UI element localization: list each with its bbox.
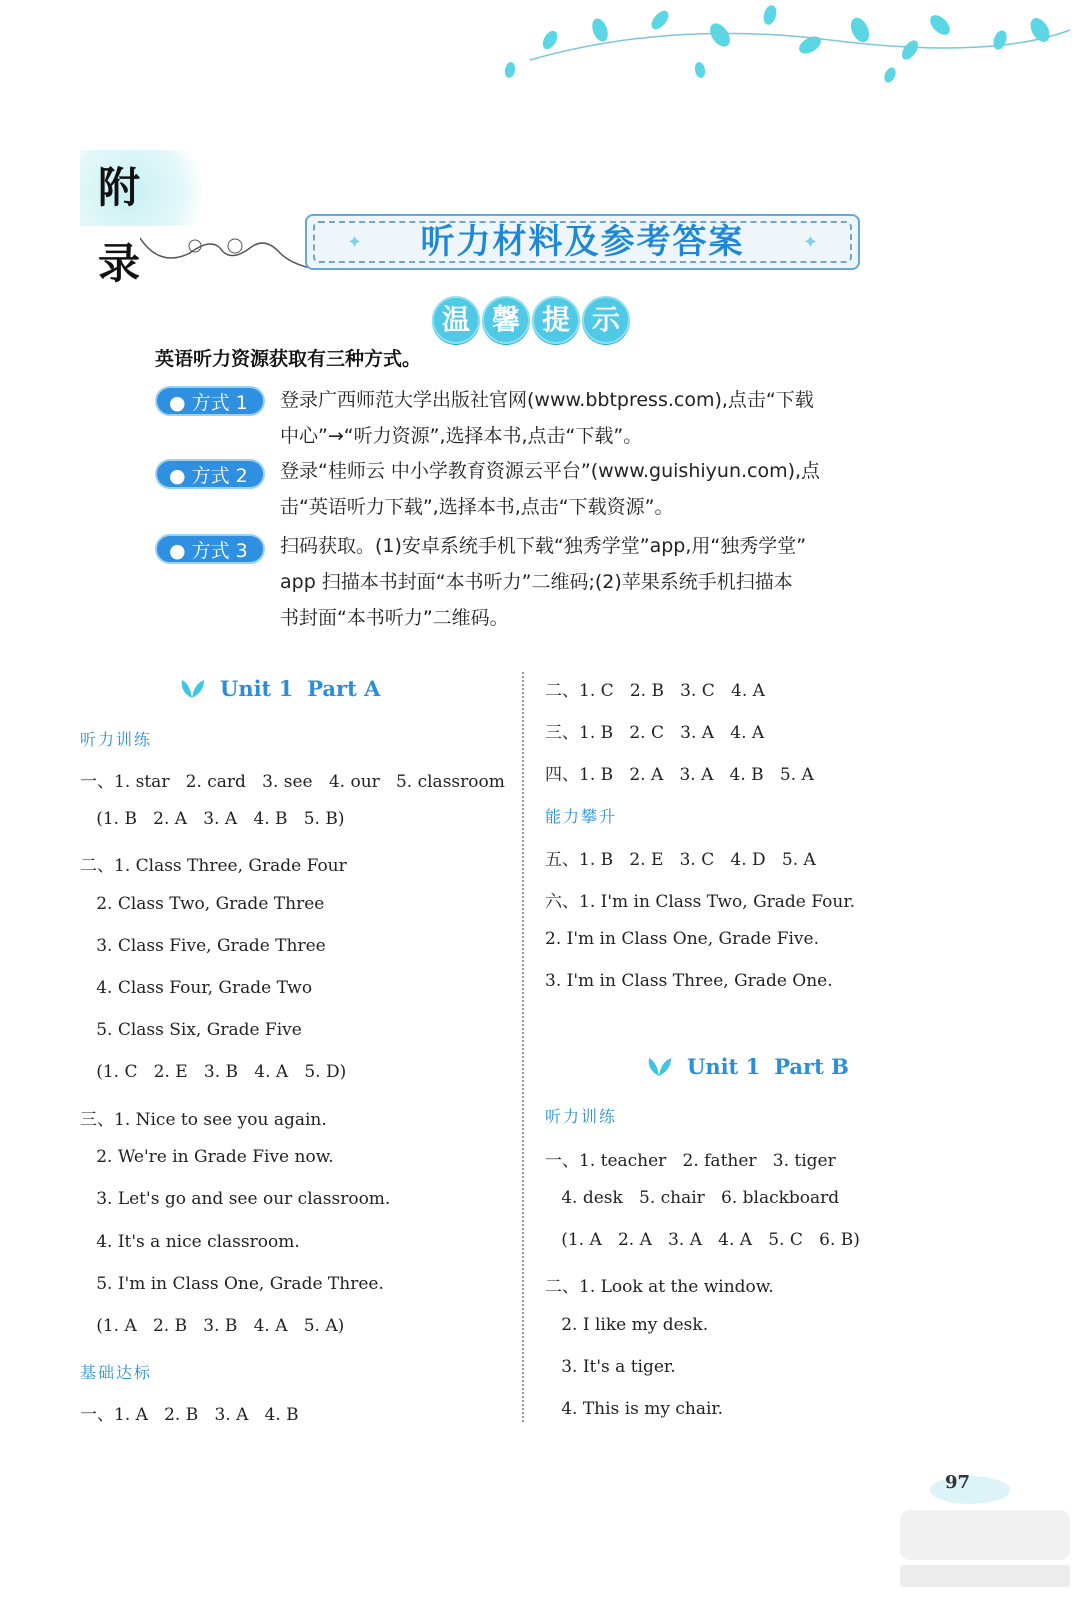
answer-line: 2. We're in Grade Five now. <box>80 1147 334 1167</box>
answer-line: (1. A 2. A 3. A 4. A 5. C 6. B) <box>545 1230 860 1250</box>
banner-title: 听力材料及参考答案 <box>420 222 745 262</box>
answer-line: 2. I like my desk. <box>545 1315 709 1335</box>
way-label: 方式 3 <box>191 540 248 562</box>
part-title: Part A <box>307 676 381 701</box>
swirl-decoration <box>140 218 310 278</box>
answer-line: 二、1. Class Three, Grade Four <box>80 856 347 876</box>
answer-line: 4. desk 5. chair 6. blackboard <box>545 1188 840 1208</box>
answer-line: 二、1. C 2. B 3. C 4. A <box>545 681 765 701</box>
answer-line: 2. Class Two, Grade Three <box>80 894 325 914</box>
way-label: 方式 2 <box>191 465 248 487</box>
star-icon: ✦ <box>802 232 818 253</box>
unit-heading-left <box>178 676 380 701</box>
section-heading: 基础达标 <box>80 1363 153 1382</box>
answer-line: 3. Class Five, Grade Three <box>80 936 326 956</box>
unit-title: Unit 1 <box>687 1054 761 1079</box>
way-badge: ● 方式 1 <box>155 386 265 416</box>
answer-line: 3. Let's go and see our classroom. <box>80 1189 391 1209</box>
answer-line: 五、1. B 2. E 3. C 4. D 5. A <box>545 850 816 870</box>
answer-line: 4. This is my chair. <box>545 1399 724 1419</box>
banner <box>305 214 860 270</box>
unit-title: Unit 1 <box>220 676 294 701</box>
tip-char: 示 <box>582 296 630 344</box>
way-text: 扫码获取。(1)安卓系统手机下载“独秀学堂”app,用“独秀学堂” app 扫描本书封面“本书听力”二维码;(2)苹果系统手机扫描本 书封面“本书听力”二维码。 <box>280 535 807 629</box>
intro-text: 英语听力资源获取有三种方式。 <box>155 348 422 370</box>
answer-line: 一、1. star 2. card 3. see 4. our 5. classroom <box>80 772 505 792</box>
answer-line: 4. Class Four, Grade Two <box>80 978 313 998</box>
tips-heading <box>432 296 630 342</box>
answer-line: 六、1. I'm in Class Two, Grade Four. <box>545 892 855 912</box>
answer-line: 5. I'm in Class One, Grade Three. <box>80 1274 384 1294</box>
answer-line: 四、1. B 2. A 3. A 4. B 5. A <box>545 765 814 785</box>
section-heading: 能力攀升 <box>545 807 618 826</box>
section-heading: 听力训练 <box>545 1107 618 1126</box>
tip-char: 馨 <box>482 296 530 344</box>
way-badge: ● 方式 3 <box>155 534 265 564</box>
leaf-decoration <box>470 0 1091 100</box>
column-divider <box>522 672 524 1422</box>
star-icon: ✦ <box>347 232 363 253</box>
appendix-title: 附 录 <box>80 150 220 226</box>
leaf-icon <box>645 1056 673 1078</box>
answer-line: 一、1. teacher 2. father 3. tiger <box>545 1151 836 1171</box>
watermark-logo <box>900 1470 1075 1590</box>
way-text: 登录“桂师云 中小学教育资源云平台”(www.guishiyun.com),点 击“英语听力下载”,选择本书,点击“下载资源”。 <box>280 460 821 518</box>
answer-line: 3. I'm in Class Three, Grade One. <box>545 971 833 991</box>
answer-line: 5. Class Six, Grade Five <box>80 1020 302 1040</box>
page-number: 97 <box>945 1472 971 1493</box>
answer-line: 4. It's a nice classroom. <box>80 1232 300 1252</box>
answer-line: (1. C 2. E 3. B 4. A 5. D) <box>80 1062 347 1082</box>
answer-line: 三、1. B 2. C 3. A 4. A <box>545 723 765 743</box>
unit-heading-right <box>645 1054 849 1079</box>
answer-line: (1. B 2. A 3. A 4. B 5. B) <box>80 809 345 829</box>
way-text: 登录广西师范大学出版社官网(www.bbtpress.com),点击“下载 中心”→“听力资源”,选择本书,点击“下载”。 <box>280 389 814 447</box>
way-badge: ● 方式 2 <box>155 459 265 489</box>
answer-line: 三、1. Nice to see you again. <box>80 1110 327 1130</box>
way-label: 方式 1 <box>191 392 248 414</box>
part-title: Part B <box>774 1054 849 1079</box>
answer-line: 一、1. A 2. B 3. A 4. B <box>80 1405 299 1425</box>
answer-line: 二、1. Look at the window. <box>545 1277 774 1297</box>
answer-line: 2. I'm in Class One, Grade Five. <box>545 929 820 949</box>
answer-line: (1. A 2. B 3. B 4. A 5. A) <box>80 1316 345 1336</box>
leaf-icon <box>178 678 206 700</box>
section-heading: 听力训练 <box>80 730 153 749</box>
answer-line: 3. It's a tiger. <box>545 1357 676 1377</box>
tip-char: 提 <box>532 296 580 344</box>
tip-char: 温 <box>432 296 480 344</box>
